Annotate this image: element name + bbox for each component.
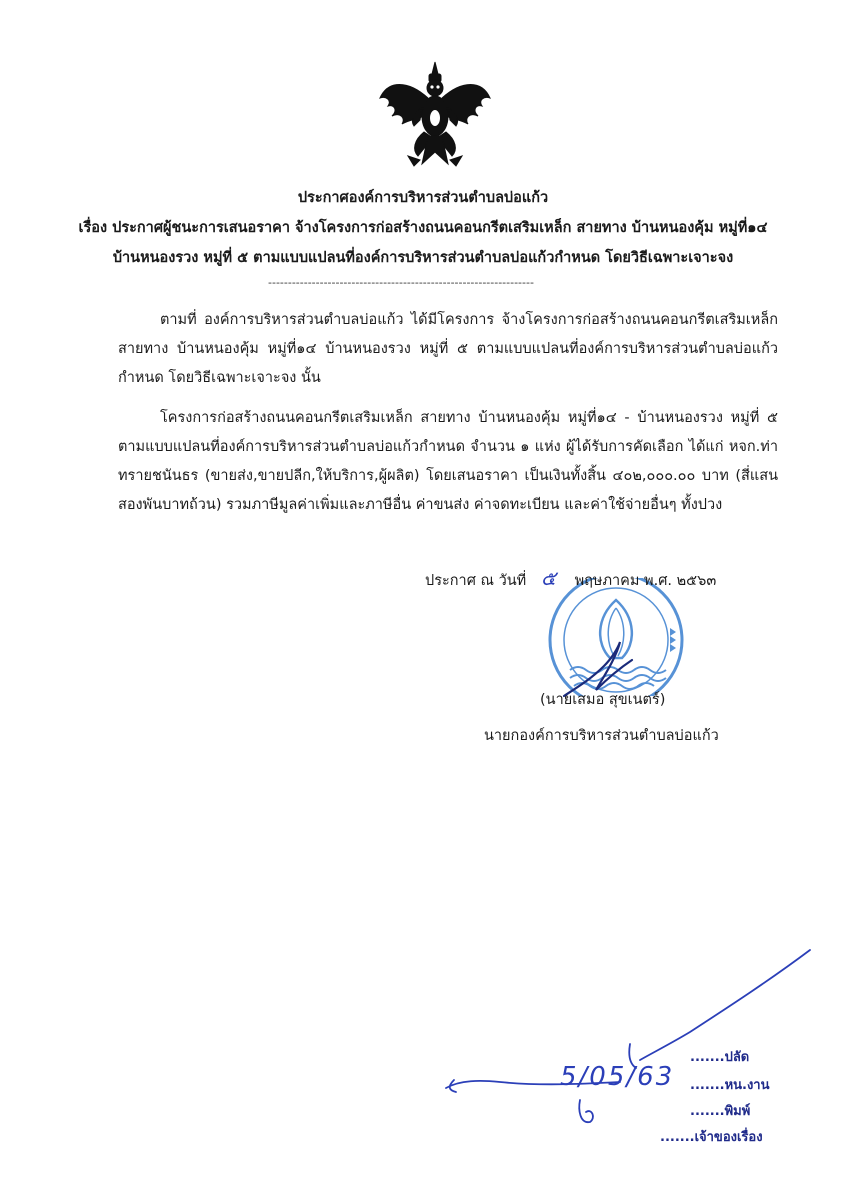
body-paragraph-2: โครงการก่อสร้างถนนคอนกรีตเสริมเหล็ก สายทาง บ้านหนองคุ้ม หมู่ที่๑๔ - บ้านหนองรวง หมู่ที่ ๕ ตามแบบแปลนที่องค์การบริหารส่วนตำบลบ่อแก้วกำหนด จำนวน ๑ แห่ง ผู้ได้รับการคัดเลือก ได้แก่ หจก.ท่าทรายชนันธร (ขายส่ง,ขายปลีก,ให้บริการ,ผู้ผลิต) โดยเสนอราคา เป็นเงินทั้งสิ้น ๔๐๒,๐๐๐.๐๐ บาท (สี่แสนสองพันบาทถ้วน) รวมภาษีมูลค่าเพิ่มและภาษีอื่น ค่าขนส่ง ค่าจดทะเบียน และค่าใช้จ่ายอื่นๆ ทั้งปวง	[118, 410, 778, 513]
body-paragraph-1: ตามที่ องค์การบริหารส่วนตำบลบ่อแก้ว ได้มีโครงการ จ้างโครงการก่อสร้างถนนคอนกรีตเสริมเหล็ก สายทาง บ้านหนองคุ้ม หมู่ที่๑๔ บ้านหนองรวง หมู่ที่ ๕ ตามแบบแปลนที่องค์การบริหารส่วนตำบลบ่อแก้วกำหนด โดยวิธีเฉพาะเจาะจง นั้น	[118, 312, 778, 386]
stamp-line-4: .......เจ้าของเรื่อง	[660, 1130, 763, 1145]
signatory-name: (นายเสมอ สุขเนตร์)	[540, 692, 666, 708]
pen-strokes-icon	[440, 940, 820, 1140]
subject-line-2: บ้านหนองรวง หมู่ที่ ๕ ตามแบบแปลนที่องค์การบริหารส่วนตำบลบ่อแก้วกำหนด โดยวิธีเฉพาะเจาะจง	[112, 250, 734, 266]
date-prefix: ประกาศ ณ วันที่	[425, 573, 527, 589]
header-divider: -------------------------------------------------------------------	[268, 276, 534, 289]
stamp-line-2: .......หน.งาน	[690, 1078, 770, 1093]
stamp-line-3: .......พิมพ์	[690, 1104, 751, 1119]
date-day: ๕	[540, 566, 556, 590]
garuda-emblem-icon	[378, 60, 493, 170]
signatory-position: นายกองค์การบริหารส่วนตำบลบ่อแก้ว	[484, 728, 719, 744]
subject-line-1: เรื่อง ประกาศผู้ชนะการเสนอราคา จ้างโครงการก่อสร้างถนนคอนกรีตเสริมเหล็ก สายทาง บ้านหนองคุ้ม หมู่ที่๑๔	[78, 220, 768, 236]
announcement-date	[425, 562, 716, 594]
stamp-line-1: .......ปลัด	[690, 1050, 750, 1065]
date-month-year: พฤษภาคม พ.ศ. ๒๕๖๓	[574, 573, 717, 589]
announcement-title: ประกาศองค์การบริหารส่วนตำบลบ่อแก้ว	[297, 190, 549, 206]
handwritten-date: 5/05/63	[560, 1062, 675, 1092]
